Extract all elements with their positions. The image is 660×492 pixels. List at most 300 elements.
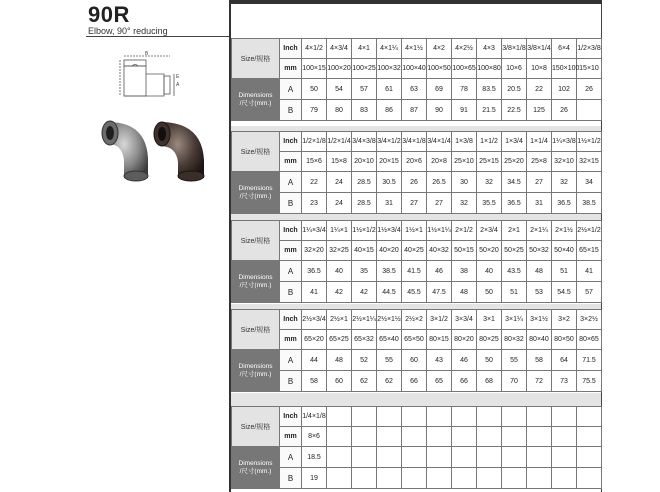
cell-b — [577, 468, 602, 489]
cell-mm: 32×15 — [577, 152, 602, 172]
cell-a: 57 — [352, 79, 377, 100]
cell-mm: 65×40 — [377, 330, 402, 350]
cell-inch: 3/8×1/8 — [502, 39, 527, 59]
cell-mm: 15×6 — [302, 152, 327, 172]
cell-inch: 4×3 — [477, 39, 502, 59]
cell-b: 24 — [327, 193, 352, 214]
cell-a — [502, 447, 527, 468]
cell-inch: 3/4×1/2 — [377, 132, 402, 152]
cell-a: 26.5 — [427, 172, 452, 193]
cell-mm: 80×25 — [477, 330, 502, 350]
top-border — [231, 0, 602, 4]
cell-mm: 100×20 — [327, 59, 352, 79]
cell-b: 44.5 — [377, 282, 402, 303]
cell-a — [477, 447, 502, 468]
cell-a: 22 — [302, 172, 327, 193]
cell-a: 30.5 — [377, 172, 402, 193]
cell-mm: 40×32 — [427, 241, 452, 261]
cell-inch — [377, 407, 402, 427]
cell-mm: 40×20 — [377, 241, 402, 261]
cell-b — [577, 100, 602, 121]
cell-a: 48 — [527, 261, 552, 282]
size-table — [231, 220, 602, 303]
cell-b: 23 — [302, 193, 327, 214]
cell-a: 26 — [577, 79, 602, 100]
cell-inch: 2×3/4 — [477, 221, 502, 241]
cell-b: 91 — [452, 100, 477, 121]
black-elbow — [154, 122, 204, 181]
cell-b — [377, 468, 402, 489]
unit-label-b: B — [280, 468, 302, 489]
cell-a: 30 — [452, 172, 477, 193]
cell-mm: 32×20 — [302, 241, 327, 261]
cell-b: 54.5 — [552, 282, 577, 303]
cell-inch: 1×3/4 — [502, 132, 527, 152]
cell-inch: 1½×1 — [402, 221, 427, 241]
cell-mm: 50×20 — [477, 241, 502, 261]
cell-b: 62 — [377, 371, 402, 392]
cell-mm: 80×50 — [552, 330, 577, 350]
cell-mm: 150×100 — [552, 59, 577, 79]
unit-label-b: B — [280, 282, 302, 303]
cell-a — [352, 447, 377, 468]
cell-b: 68 — [477, 371, 502, 392]
elbow-product-photo — [98, 118, 218, 182]
cell-b — [477, 468, 502, 489]
cell-inch — [502, 407, 527, 427]
cell-inch: 3/8×1/4 — [527, 39, 552, 59]
cell-a: 38 — [452, 261, 477, 282]
dimensions-unit: /尺寸(mm.) — [239, 281, 272, 289]
unit-label-a: A — [280, 261, 302, 282]
cell-mm — [577, 427, 602, 447]
dimensions-header — [232, 447, 280, 489]
cell-a: 52 — [352, 350, 377, 371]
cell-b: 19 — [302, 468, 327, 489]
cell-inch: 2½×1 — [327, 310, 352, 330]
dimensions-header — [232, 79, 280, 121]
cell-inch: 2½×1/2 — [577, 221, 602, 241]
cell-inch: 3/4×3/8 — [352, 132, 377, 152]
cell-b: 32 — [452, 193, 477, 214]
cell-a: 83.5 — [477, 79, 502, 100]
cell-b: 42 — [352, 282, 377, 303]
table-row — [232, 221, 602, 241]
cell-mm: 100×25 — [352, 59, 377, 79]
cell-inch: 1½×3/4 — [377, 221, 402, 241]
unit-label-inch: Inch — [280, 39, 302, 59]
table-row — [232, 193, 602, 214]
cell-mm: 50×32 — [527, 241, 552, 261]
cell-b: 70 — [502, 371, 527, 392]
cell-b: 36.5 — [502, 193, 527, 214]
cell-mm: 80×32 — [502, 330, 527, 350]
cell-mm: 80×65 — [577, 330, 602, 350]
cell-inch: 3×1½ — [527, 310, 552, 330]
unit-label-mm: mm — [280, 427, 302, 447]
cell-inch: 1×1/4 — [527, 132, 552, 152]
dim-label-b: B — [145, 51, 149, 57]
cell-mm: 100×40 — [402, 59, 427, 79]
cell-a: 46 — [452, 350, 477, 371]
cell-inch — [452, 407, 477, 427]
cell-mm: 25×20 — [502, 152, 527, 172]
cell-b: 58 — [302, 371, 327, 392]
table-row — [232, 79, 602, 100]
table-row — [232, 132, 602, 152]
cell-a: 34 — [577, 172, 602, 193]
cell-b: 21.5 — [477, 100, 502, 121]
cell-inch: 1×1/2 — [477, 132, 502, 152]
cell-mm — [377, 427, 402, 447]
cell-mm — [527, 427, 552, 447]
cell-mm — [502, 427, 527, 447]
cell-inch — [527, 407, 552, 427]
dimensions-unit: /尺寸(mm.) — [239, 99, 272, 107]
table-separator — [231, 393, 601, 406]
cell-b — [552, 468, 577, 489]
cell-mm: 20×8 — [427, 152, 452, 172]
cell-b: 60 — [327, 371, 352, 392]
cell-b: 53 — [527, 282, 552, 303]
dimensions-unit: /尺寸(mm.) — [239, 467, 272, 475]
cell-inch — [552, 407, 577, 427]
cell-a: 24 — [327, 172, 352, 193]
dimensions-header — [232, 172, 280, 214]
cell-mm: 100×15 — [302, 59, 327, 79]
cell-a — [377, 447, 402, 468]
cell-inch: 3×3/4 — [452, 310, 477, 330]
cell-inch: 1/2×1/4 — [327, 132, 352, 152]
cell-inch: 1/2×3/8 — [577, 39, 602, 59]
cell-b: 45.5 — [402, 282, 427, 303]
cell-b: 31 — [377, 193, 402, 214]
cell-a: 55 — [377, 350, 402, 371]
table-row — [232, 59, 602, 79]
table-row — [232, 100, 602, 121]
cell-a: 50 — [477, 350, 502, 371]
unit-label-b: B — [280, 100, 302, 121]
unit-label-inch: Inch — [280, 132, 302, 152]
cell-inch: 2½×1¼ — [352, 310, 377, 330]
cell-inch: 2×1½ — [552, 221, 577, 241]
cell-a: 20.5 — [502, 79, 527, 100]
cell-b: 50 — [477, 282, 502, 303]
size-table — [231, 38, 602, 121]
table-row — [232, 427, 602, 447]
cell-inch — [327, 407, 352, 427]
cell-a — [402, 447, 427, 468]
cell-inch: 2½×3/4 — [302, 310, 327, 330]
unit-label-inch: Inch — [280, 407, 302, 427]
cell-b: 51 — [502, 282, 527, 303]
cell-inch: 2×1/2 — [452, 221, 477, 241]
cell-mm: 15×8 — [327, 152, 352, 172]
cell-inch: 2×1 — [502, 221, 527, 241]
cell-b: 48 — [452, 282, 477, 303]
cell-inch: 3/4×1/8 — [402, 132, 427, 152]
cell-mm: 10×8 — [527, 59, 552, 79]
cell-mm: 100×50 — [427, 59, 452, 79]
cell-b: 73 — [552, 371, 577, 392]
cell-inch: 1×3/8 — [452, 132, 477, 152]
cell-mm: 40×15 — [352, 241, 377, 261]
cell-mm — [327, 427, 352, 447]
cell-a: 51 — [552, 261, 577, 282]
unit-label-inch: Inch — [280, 221, 302, 241]
cell-a: 55 — [502, 350, 527, 371]
dimensions-label: Dimensions — [238, 184, 273, 192]
size-table — [231, 309, 602, 392]
table-row — [232, 350, 602, 371]
cell-b: 41 — [302, 282, 327, 303]
cell-inch: 1½×1¼ — [427, 221, 452, 241]
size-header: Size/规格 — [232, 132, 280, 172]
cell-inch: 3×2½ — [577, 310, 602, 330]
cell-inch — [352, 407, 377, 427]
cell-inch: 3×2 — [552, 310, 577, 330]
cell-a: 26 — [402, 172, 427, 193]
cell-mm: 65×25 — [327, 330, 352, 350]
cell-mm: 25×15 — [477, 152, 502, 172]
cell-a — [452, 447, 477, 468]
cell-inch: 4×1½ — [402, 39, 427, 59]
cell-a — [527, 447, 552, 468]
cell-b — [502, 468, 527, 489]
table-row — [232, 282, 602, 303]
cell-mm: 50×25 — [502, 241, 527, 261]
cell-mm: 40×25 — [402, 241, 427, 261]
cell-inch: 3/4×1/4 — [427, 132, 452, 152]
cell-b: 27 — [427, 193, 452, 214]
cell-b — [352, 468, 377, 489]
table-row — [232, 371, 602, 392]
dimensions-unit: /尺寸(mm.) — [239, 192, 272, 200]
cell-a: 40 — [477, 261, 502, 282]
cell-b: 26 — [552, 100, 577, 121]
cell-b: 125 — [527, 100, 552, 121]
unit-label-a: A — [280, 350, 302, 371]
dimensions-header — [232, 350, 280, 392]
size-header: Size/规格 — [232, 39, 280, 79]
cell-a: 54 — [327, 79, 352, 100]
cell-b: 75.5 — [577, 371, 602, 392]
table-row — [232, 241, 602, 261]
table-row — [232, 39, 602, 59]
cell-a: 61 — [377, 79, 402, 100]
cell-inch: 1½×1/2 — [352, 221, 377, 241]
cell-a: 63 — [402, 79, 427, 100]
cell-a — [327, 447, 352, 468]
cell-a: 43 — [427, 350, 452, 371]
table-row — [232, 172, 602, 193]
cell-inch: 4×2 — [427, 39, 452, 59]
cell-a: 48 — [327, 350, 352, 371]
cell-b — [327, 468, 352, 489]
cell-b: 36.5 — [552, 193, 577, 214]
cell-inch: 4×1/2 — [302, 39, 327, 59]
cell-mm: 32×25 — [327, 241, 352, 261]
cell-a: 35 — [352, 261, 377, 282]
cell-mm: 15×10 — [577, 59, 602, 79]
cell-inch: 1/4×1/8 — [302, 407, 327, 427]
cell-inch: 4×3/4 — [327, 39, 352, 59]
cell-mm: 100×65 — [452, 59, 477, 79]
cell-mm — [552, 427, 577, 447]
cell-b: 35.5 — [477, 193, 502, 214]
cell-mm: 50×40 — [552, 241, 577, 261]
dimensions-header — [232, 261, 280, 303]
unit-label-a: A — [280, 447, 302, 468]
cell-mm — [352, 427, 377, 447]
cell-inch: 3×1/2 — [427, 310, 452, 330]
cell-mm: 65×20 — [302, 330, 327, 350]
cell-inch: 4×1 — [352, 39, 377, 59]
cell-a: 38.5 — [377, 261, 402, 282]
dim-label-e: E — [176, 74, 180, 80]
cell-inch — [402, 407, 427, 427]
dimensions-unit: /尺寸(mm.) — [239, 370, 272, 378]
cell-inch: 6×4 — [552, 39, 577, 59]
cell-a: 50 — [302, 79, 327, 100]
cell-inch: 1¼×1 — [327, 221, 352, 241]
cell-mm: 50×15 — [452, 241, 477, 261]
cell-a: 41 — [577, 261, 602, 282]
cell-inch: 3×1 — [477, 310, 502, 330]
size-table — [231, 406, 602, 489]
cell-b: 66 — [402, 371, 427, 392]
cell-inch: 1¼×3/8 — [552, 132, 577, 152]
cell-inch: 2½×1½ — [377, 310, 402, 330]
cell-a: 58 — [527, 350, 552, 371]
cell-inch: 1½×1/2 — [577, 132, 602, 152]
cell-b — [452, 468, 477, 489]
cell-a: 71.5 — [577, 350, 602, 371]
cell-a: 36.5 — [302, 261, 327, 282]
cell-mm: 10×6 — [502, 59, 527, 79]
cell-inch — [427, 407, 452, 427]
cell-a — [427, 447, 452, 468]
cell-a: 32 — [552, 172, 577, 193]
cell-mm: 25×8 — [527, 152, 552, 172]
title-underline — [86, 36, 230, 37]
size-header: Size/规格 — [232, 407, 280, 447]
table-row — [232, 261, 602, 282]
cell-b: 42 — [327, 282, 352, 303]
cell-a: 34.5 — [502, 172, 527, 193]
product-code: 90R — [88, 2, 130, 27]
cell-inch: 2½×2 — [402, 310, 427, 330]
dimensions-label: Dimensions — [238, 459, 273, 467]
table-row — [232, 310, 602, 330]
unit-label-b: B — [280, 193, 302, 214]
cell-mm: 20×6 — [402, 152, 427, 172]
unit-label-inch: Inch — [280, 310, 302, 330]
cell-b: 66 — [452, 371, 477, 392]
cell-a: 18.5 — [302, 447, 327, 468]
cell-a: 40 — [327, 261, 352, 282]
cell-inch: 1¼×3/4 — [302, 221, 327, 241]
cell-b: 86 — [377, 100, 402, 121]
cell-mm — [427, 427, 452, 447]
cell-inch — [577, 407, 602, 427]
cell-a: 32 — [477, 172, 502, 193]
cell-a: 27 — [527, 172, 552, 193]
cell-mm: 65×32 — [352, 330, 377, 350]
unit-label-mm: mm — [280, 59, 302, 79]
cell-b: 87 — [402, 100, 427, 121]
cell-b: 28.5 — [352, 193, 377, 214]
cell-b: 80 — [327, 100, 352, 121]
cell-b: 62 — [352, 371, 377, 392]
cell-inch: 3×1¼ — [502, 310, 527, 330]
cell-b: 27 — [402, 193, 427, 214]
cell-a: 46 — [427, 261, 452, 282]
cell-mm — [452, 427, 477, 447]
cell-b — [427, 468, 452, 489]
table-row — [232, 330, 602, 350]
cell-a: 60 — [402, 350, 427, 371]
cell-a — [552, 447, 577, 468]
dimensions-label: Dimensions — [238, 91, 273, 99]
cell-a: 43.5 — [502, 261, 527, 282]
cell-b: 57 — [577, 282, 602, 303]
size-header: Size/规格 — [232, 221, 280, 261]
cell-mm — [477, 427, 502, 447]
cell-mm: 20×15 — [377, 152, 402, 172]
unit-label-b: B — [280, 371, 302, 392]
cell-b: 65 — [427, 371, 452, 392]
dimensions-label: Dimensions — [238, 362, 273, 370]
product-description: Elbow, 90° reducing — [88, 26, 168, 36]
cell-b: 22.5 — [502, 100, 527, 121]
cell-mm: 20×10 — [352, 152, 377, 172]
size-header: Size/规格 — [232, 310, 280, 350]
cell-a: 69 — [427, 79, 452, 100]
cell-a — [577, 447, 602, 468]
cell-mm: 80×40 — [527, 330, 552, 350]
cell-inch: 4×2½ — [452, 39, 477, 59]
unit-label-mm: mm — [280, 152, 302, 172]
cell-a: 44 — [302, 350, 327, 371]
cell-a: 28.5 — [352, 172, 377, 193]
cell-mm: 100×32 — [377, 59, 402, 79]
table-row — [232, 407, 602, 427]
cell-inch: 2×1¼ — [527, 221, 552, 241]
size-table — [231, 131, 602, 214]
table-row — [232, 447, 602, 468]
cell-mm — [402, 427, 427, 447]
table-row — [232, 152, 602, 172]
cell-b — [527, 468, 552, 489]
cell-b: 31 — [527, 193, 552, 214]
cell-mm: 65×15 — [577, 241, 602, 261]
cell-mm: 25×10 — [452, 152, 477, 172]
unit-label-a: A — [280, 172, 302, 193]
cell-b: 38.5 — [577, 193, 602, 214]
cell-mm: 80×15 — [427, 330, 452, 350]
cell-a: 102 — [552, 79, 577, 100]
cell-b: 72 — [527, 371, 552, 392]
cell-a: 78 — [452, 79, 477, 100]
cell-mm: 100×80 — [477, 59, 502, 79]
cell-mm: 65×50 — [402, 330, 427, 350]
cell-b: 83 — [352, 100, 377, 121]
galvanized-elbow — [102, 121, 148, 181]
table-row — [232, 468, 602, 489]
cell-a: 41.5 — [402, 261, 427, 282]
cell-a: 64 — [552, 350, 577, 371]
